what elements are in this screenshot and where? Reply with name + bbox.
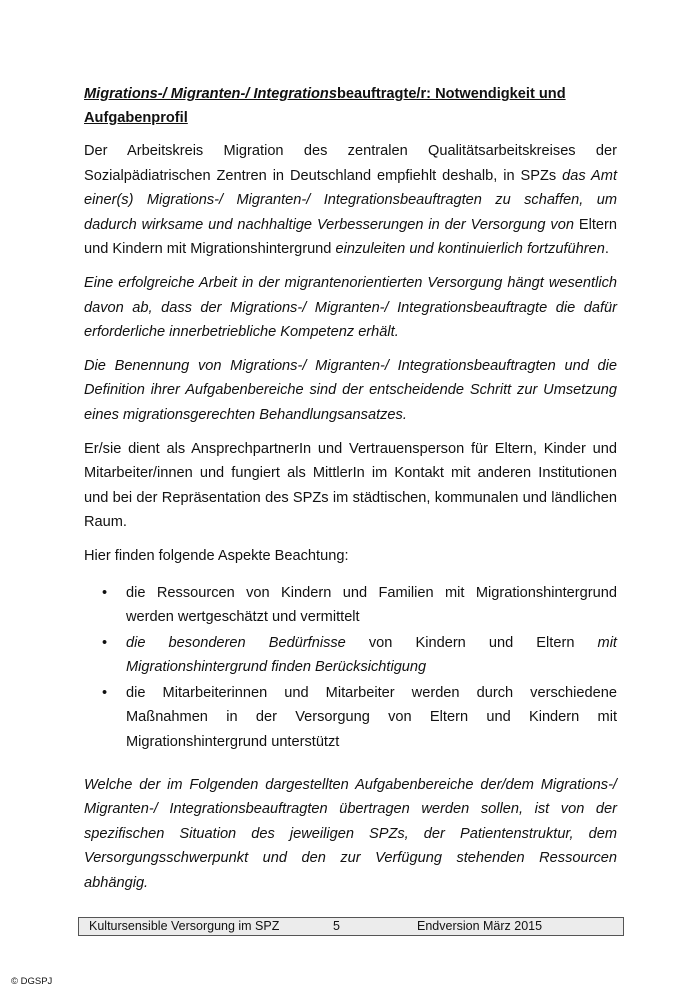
p1-text-a: Der Arbeitskreis Migration des zentralen Qualitätsarbeitskreises der Sozialpädiatrischen Zentren in Deutschland empfiehlt deshalb, in SPZs [84,143,617,184]
heading-bold: beauftragte/r: Notwendigkeit und Aufgabenprofil [84,86,566,126]
bullet2-text-c: mit Migrationshintergrund finden Berücksichtigung [126,634,617,676]
paragraph-final [84,773,617,896]
p2-text: Eine erfolgreiche Arbeit in der migrantenorientierten Versorgung hängt wesentlich davon ab, dass der Migrations-/ Migranten-/ Integrationsbeauftragte die dafür erforderliche innerbetriebliche Kompetenz erhält. [84,274,617,341]
p1-text-b: das Amt einer(s) Migrations-/ Migranten-/ Integrationsbeauftragten zu schaffen, um dadurch wirksame und nachhaltige Verbesserungen in der Versorgung von [84,167,617,233]
bullet-icon: • [102,684,108,701]
p3-text: Die Benennung von Migrations-/ Migranten-/ Integrationsbeauftragten und die Definition ihrer Aufgabenbereiche sind der entscheidende Schritt zur Umsetzung eines migrationsgerechten Behandlungsansatzes. [84,357,617,423]
footer-version: Endversion März 2015 [417,919,543,933]
heading-italic: Migrations-/ Migranten-/ Integrations [84,86,337,102]
bullet2-text-a: die besonderen Bedürfnisse [126,634,346,651]
bullet-icon: • [102,584,108,601]
bullet1-text: die Ressourcen von Kindern und Familien mit Migrationshintergrund werden wertgeschätzt und vermittelt [126,584,617,626]
paragraph-2 [84,271,617,345]
final-text: Welche der im Folgenden dargestellten Aufgabenbereiche der/dem Migrations-/ Migranten-/ Integrationsbeauftragten übertragen werden sollen, ist von der spezifischen Situation des jeweiligen SPZs, der Patientenstruktur, dem Versorgungsschwerpunkt und den zur Verfügung stehenden Ressourcen abhängig. [84,776,617,892]
p1-text-e: . [604,241,609,258]
p1-text-d: einzuleiten und kontinuierlich fortzuführen [335,241,605,258]
list-item [84,631,617,680]
aspects-list [84,581,617,755]
paragraph-1 [84,139,617,262]
page-footer [78,917,624,936]
bullet3-text: die Mitarbeiterinnen und Mitarbeiter werden durch verschiedene Maßnahmen in der Versorgung von Eltern und Kindern mit Migrationshintergrund unterstützt [126,684,617,751]
footer-page-number: 5 [333,919,340,933]
paragraph-4: Er/sie dient als AnsprechpartnerIn und Vertrauensperson für Eltern, Kinder und Mitarbeiter/innen und fungiert als MittlerIn im Kontakt mit anderen Institutionen und bei der Repräsentation des SPZs im städtischen, kommunalen und ländlichen Raum. [84,440,617,531]
aspects-lead: Hier finden folgende Aspekte Beachtung: [84,547,349,564]
bullet2-text-b: von Kindern und Eltern [345,634,598,651]
footer-title: Kultursensible Versorgung im SPZ [89,919,280,933]
section-heading [84,82,617,130]
bullet-icon: • [102,634,108,651]
p1-text-c: Eltern und Kindern mit Migrationshintergrund [84,216,617,258]
list-item [84,581,617,630]
list-item [84,681,617,755]
paragraph-3 [84,354,617,428]
copyright-notice: © DGSPJ [11,976,53,987]
page-content [84,82,617,905]
